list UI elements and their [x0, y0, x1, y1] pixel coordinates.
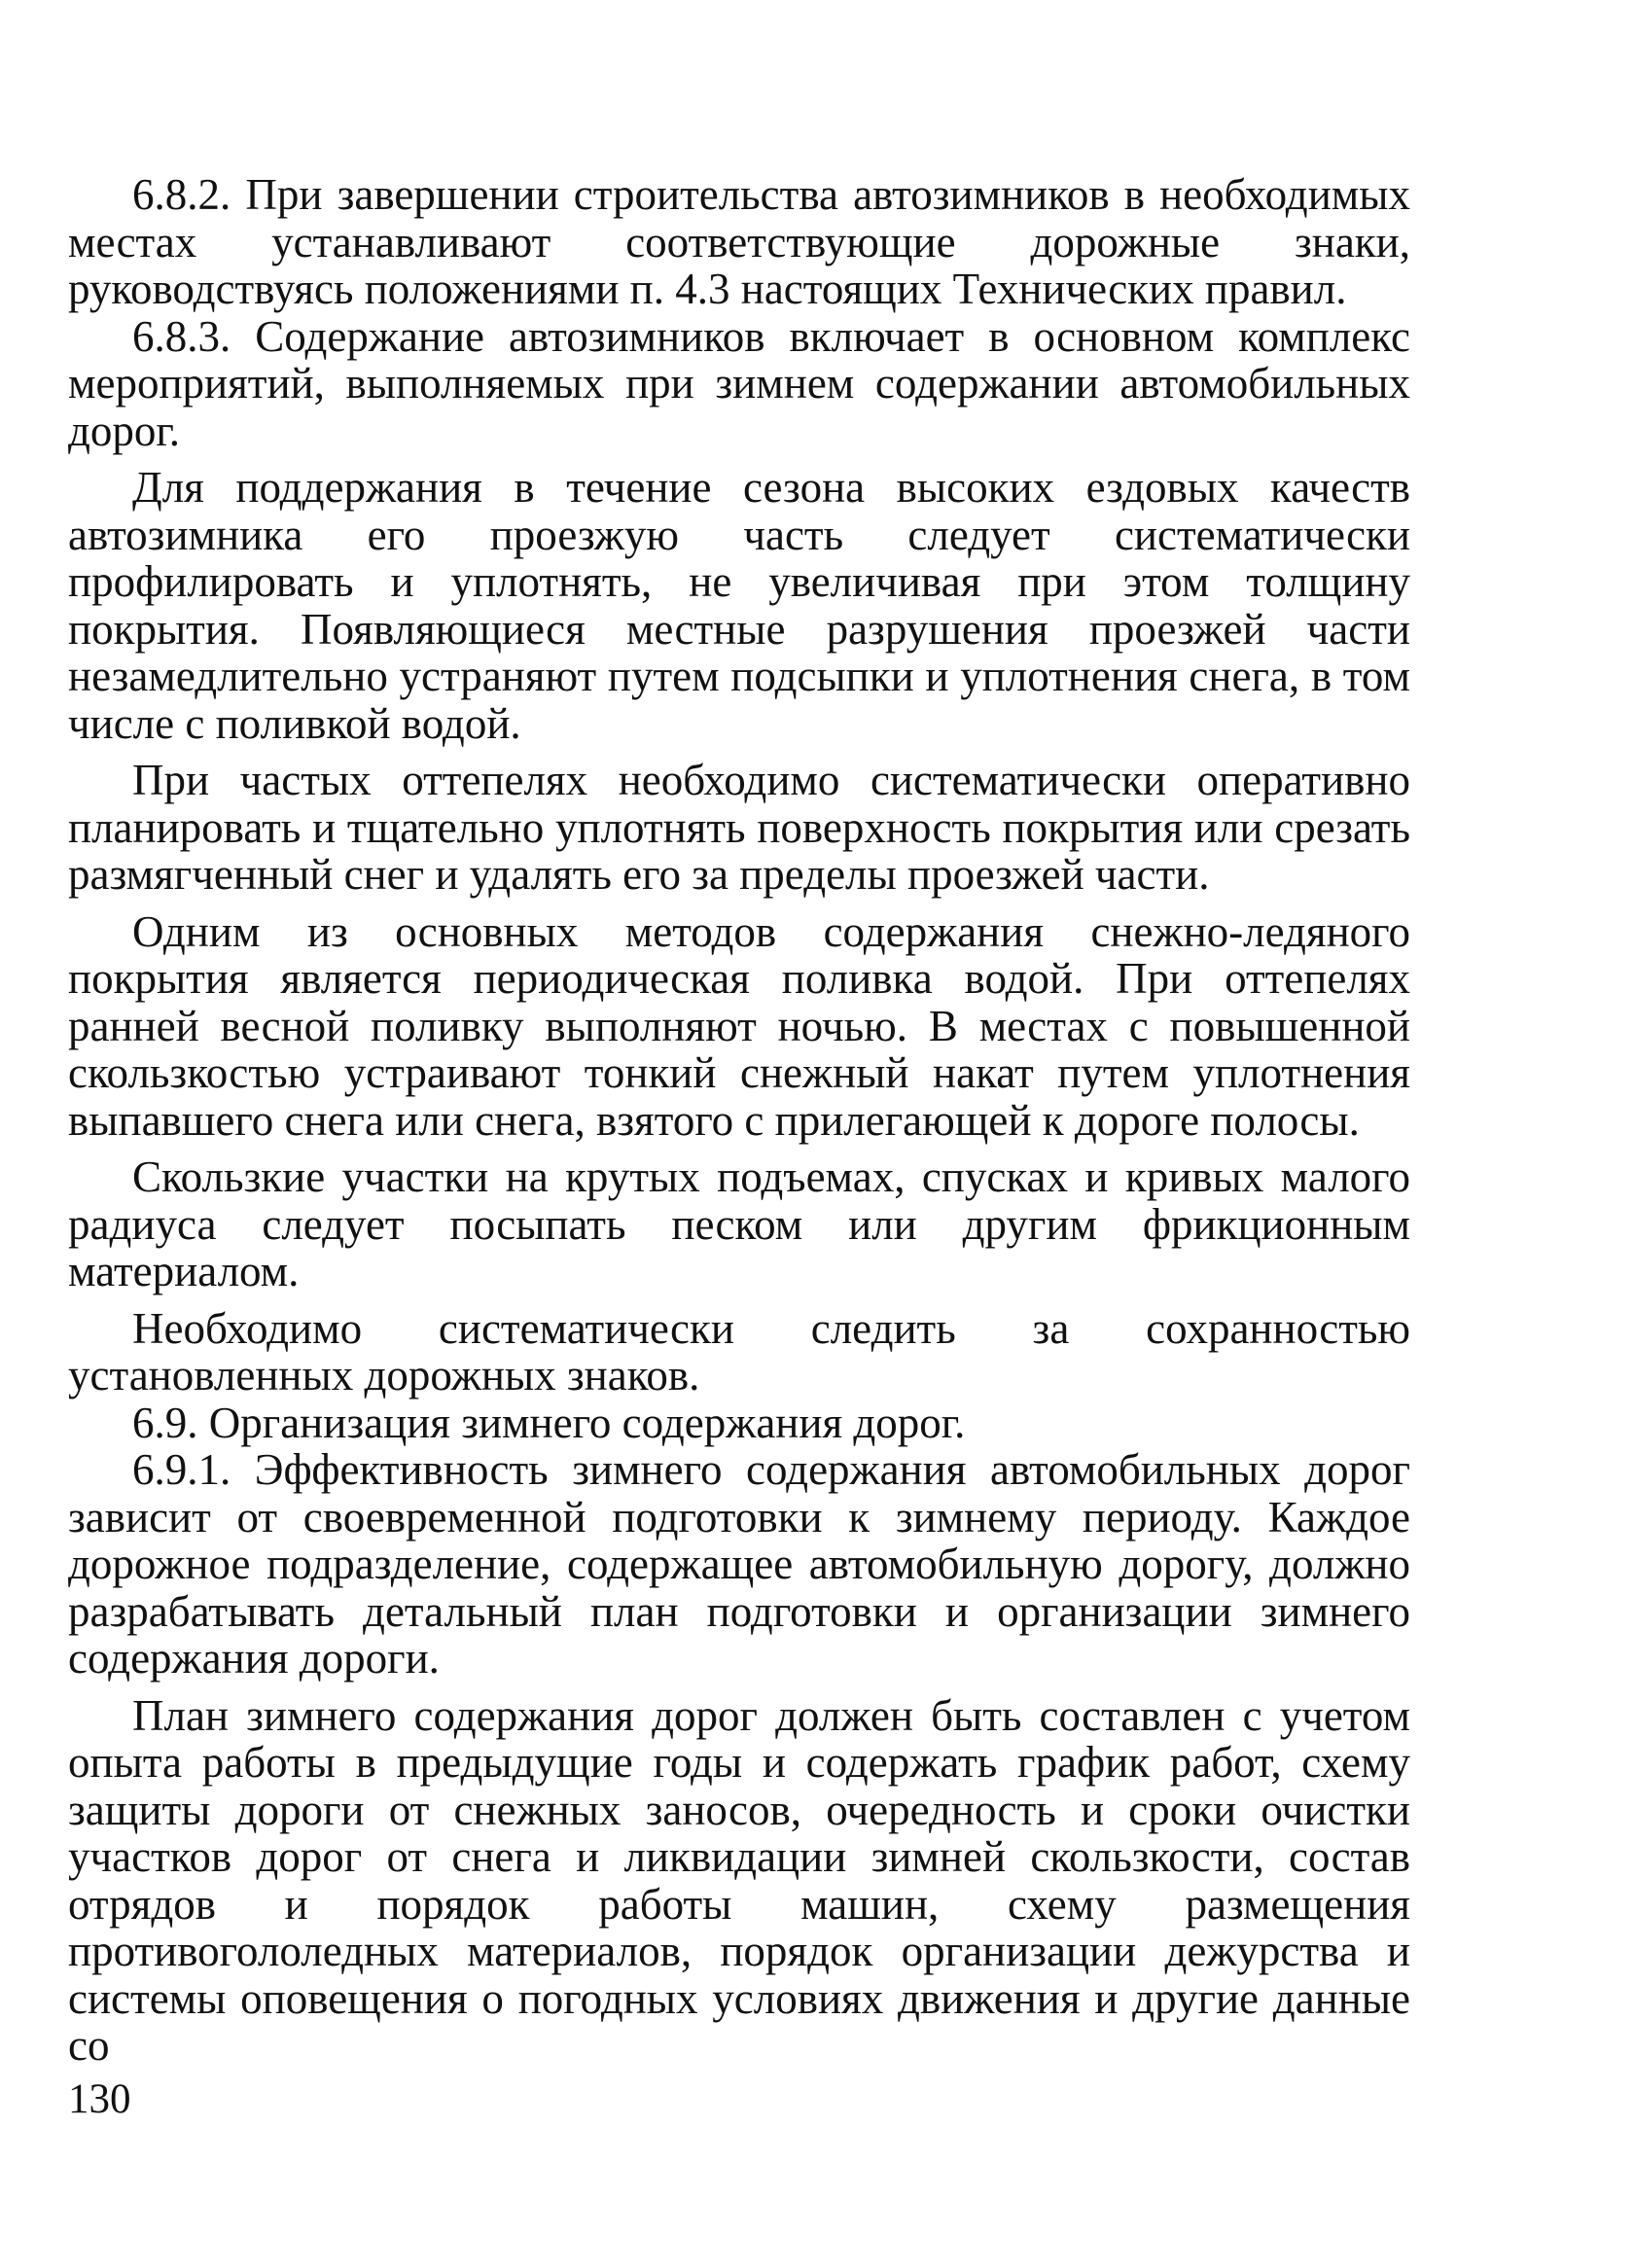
paragraph-watering: Одним из основных методов содержания снежно-ледяного покрытия является периодическая поливка водой. При оттепелях ранней весной поливку выполняют ночью. В местах с повышенной скользкостью устраивают тонкий снежный накат путем уплотнения выпавшего снега или снега, взятого с прилегающей к дороге полосы.	[68, 906, 1410, 1145]
paragraph-6-8-2: 6.8.2. При завершении строительства автозимников в необходимых местах устанавливают соответствующие дорожные знаки, руководствуясь положениями п. 4.3 настоящих Технических правил.	[68, 170, 1410, 313]
section-heading-6-9: 6.9. Организация зимнего содержания дорог.	[132, 1398, 966, 1447]
paragraph-winter-plan: План зимнего содержания дорог должен быть составлен с учетом опыта работы в предыдущие годы и содержать график работ, схему защиты дороги от снежных заносов, очередность и сроки очистки участков дорог от снега и ликвидации зимней скользкости, состав отрядов и порядок работы машин, схему размещения противогололедных материалов, порядок организации дежурства и системы оповещения о погодных условиях движения и другие данные со	[68, 1690, 1410, 2070]
paragraph-thaws: При частых оттепелях необходимо систематически оперативно планировать и тщательно уплотнять поверхность покрытия или срезать размягченный снег и удалять его за пределы проезжей части.	[68, 756, 1410, 899]
paragraph-maintenance-season: Для поддержания в течение сезона высоких ездовых качеств автозимника его проезжую часть следует систематически профилировать и уплотнять, не увеличивая при этом толщину покрытия. Появляющиеся местные разрушения проезжей части незамедлительно устраняют путем подсыпки и уплотнения снега, в том числе с поливкой водой.	[68, 463, 1410, 748]
paragraph-road-signs: Необходимо систематически следить за сохранностью установленных дорожных знаков.	[68, 1303, 1410, 1400]
document-body	[68, 171, 1410, 2070]
paragraph-6-9-1: 6.9.1. Эффективность зимнего содержания автомобильных дорог зависит от своевременной подготовки к зимнему периоду. Каждое дорожное подразделение, содержащее автомобильную дорогу, должно разрабатывать детальный план подготовки и организации зимнего содержания дороги.	[68, 1445, 1410, 1683]
paragraph-slippery-sections: Скользкие участки на крутых подъемах, спусках и кривых малого радиуса следует посыпать песком или другим фрикционным материалом.	[68, 1152, 1410, 1295]
paragraph-6-8-3: 6.8.3. Содержание автозимников включает в основном комплекс мероприятий, выполняемых при зимнем содержании автомобильных дорог.	[68, 311, 1410, 455]
page-number: 130	[68, 2076, 131, 2122]
